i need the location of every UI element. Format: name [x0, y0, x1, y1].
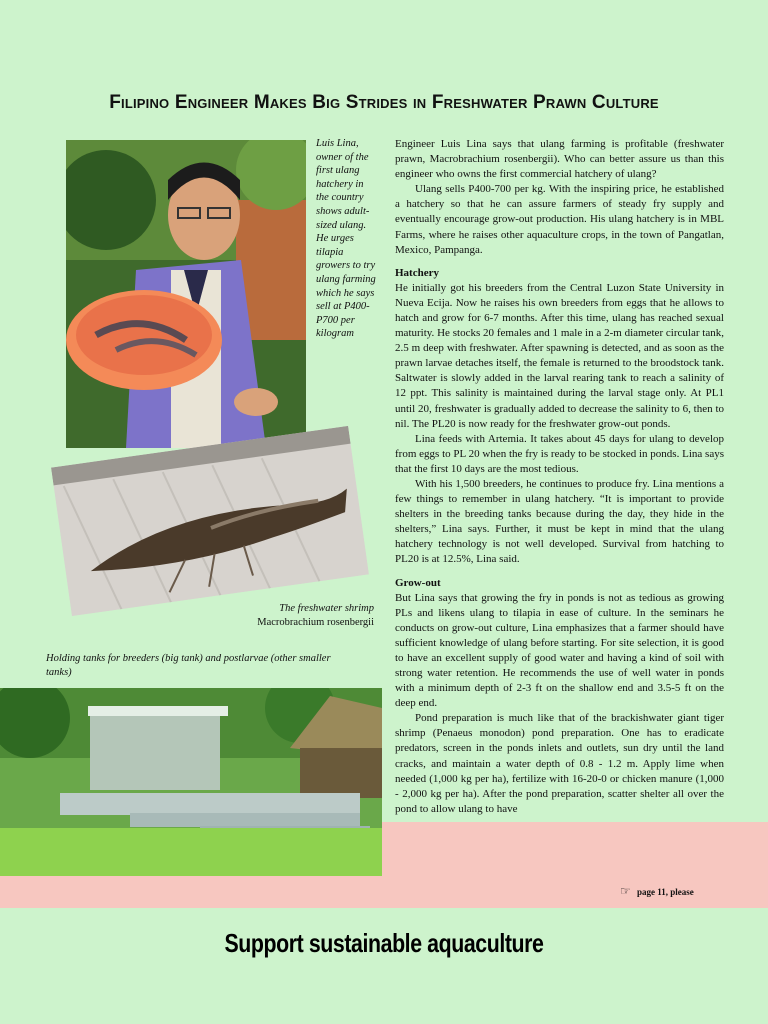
- photo-shrimp: [51, 426, 369, 616]
- heading-growout: Grow-out: [395, 576, 441, 589]
- photo-portrait: [66, 140, 306, 448]
- tanks-caption: Holding tanks for breeders (big tank) and postlarvae (other smaller tanks): [46, 653, 331, 678]
- paragraph-hatchery: He initially got his breeders from the Central Luzon State University in Nueva Ecija. Now he raises his own breeders from eggs that he allows to hatch and grow for 6-7 months. After this time, ulang has reached sexual maturity. He stocks 20 females and 1 male in a 2-m diameter circular tank, 2.5 m deep with freshwater. After spawning is detected, and as soon as the prawn larvae detaches itself, the female is returned to the broodstock tank. Saltwater is slowly added in the larval rearing tank to reach a salinity of 12 ppt. This salinity is maintained during the larval stage only. At PL1 until 20, freshwater is gradually added to decrease the salinity to 6, then to nil. The PL20 is now ready for the freshwater grow-out ponds.: [395, 281, 724, 430]
- shrimp-image: [51, 426, 369, 616]
- article-title: Filipino Engineer Makes Big Strides in Freshwater Prawn Culture: [109, 92, 659, 113]
- paragraph-intro: Engineer Luis Lina says that ulang farming is profitable (freshwater prawn, Macrobrachium rosenbergii). Who can better assure us than this engineer who owns the first commercial hatchery of ulang?: [395, 138, 724, 181]
- shrimp-caption: [240, 602, 374, 629]
- paragraph-artemia: Lina feeds with Artemia. It takes about 45 days for ulang to develop from eggs to PL 20 when the fry is ready to be stocked in ponds. Lina says that the first 10 days are the most tedious.: [395, 432, 724, 475]
- paragraph-breeders: With his 1,500 breeders, he continues to produce fry. Lina mentions a few things to remember in ulang hatchery. “It is important to provide shelters in the breeding tanks because during the day, they hide in the shelters,” Lina says. Further, it must be kept in mind that the ulang hatchery technology is not well developed. Survival from hatching to PL20 is at 12.5%, Lina said.: [395, 477, 724, 566]
- photo-tanks: [0, 688, 382, 876]
- paragraph-price: Ulang sells P400-700 per kg. With the inspiring price, he established a hatchery so that he can assure farmers of steady fry supply and eventually encourage grow-out production. His ulang hatchery is in MBL Farms, where he raises other aquaculture crops, in the town of Pangatlan, Mexico, Pampanga.: [395, 183, 724, 256]
- continued-text: page 11, please: [637, 887, 694, 897]
- portrait-caption: Luis Lina, owner of the first ulang hatchery in the country shows adult-sized ulang. He urges tilapia growers to try ulang farming which he says sell at P400-P700 per kilogram: [316, 138, 376, 340]
- tanks-image: [0, 688, 382, 876]
- paragraph-growout: But Lina says that growing the fry in ponds is not as tedious as growing PLs and likens ulang to tilapia in ease of culture. In the seminars he conducts on grow-out culture, Lina emphasizes that a farmer should have sufficient knowledge of ulang before starting. For site selection, it is good to have an excellent supply of good water and having a kind of soil with strong water retention. He recommends the use of well water in ponds with a minimum depth of 2-3 ft on the shallow end and 3.5-5 ft on the deep end.: [395, 591, 724, 710]
- heading-hatchery: Hatchery: [395, 266, 439, 279]
- pointing-hand-icon: ☞: [620, 884, 631, 898]
- shrimp-caption-species: Macrobrachium rosenbergii: [257, 616, 374, 628]
- paragraph-pond-prep: Pond preparation is much like that of the brackishwater giant tiger shrimp (Penaeus monodon) pond preparation. One has to eradicate predators, screen in the ponds inlets and outlets, sun dry until the land cracks, and maintain a water depth of 0.8 - 1.2 m. Apply lime when needed (1,000 kg per ha), fertilize with 16-20-0 or chicken manure (1,000 - 2,000 kg per ha). After the pond preparation, scatter shelter all over the pond to allow ulang to have: [395, 712, 724, 815]
- continued-notice: [620, 884, 694, 899]
- footer-slogan: Support sustainable aquaculture: [224, 928, 544, 958]
- shrimp-caption-line1: The freshwater shrimp: [279, 603, 374, 614]
- article-body: [395, 137, 724, 817]
- portrait-image: [66, 140, 306, 448]
